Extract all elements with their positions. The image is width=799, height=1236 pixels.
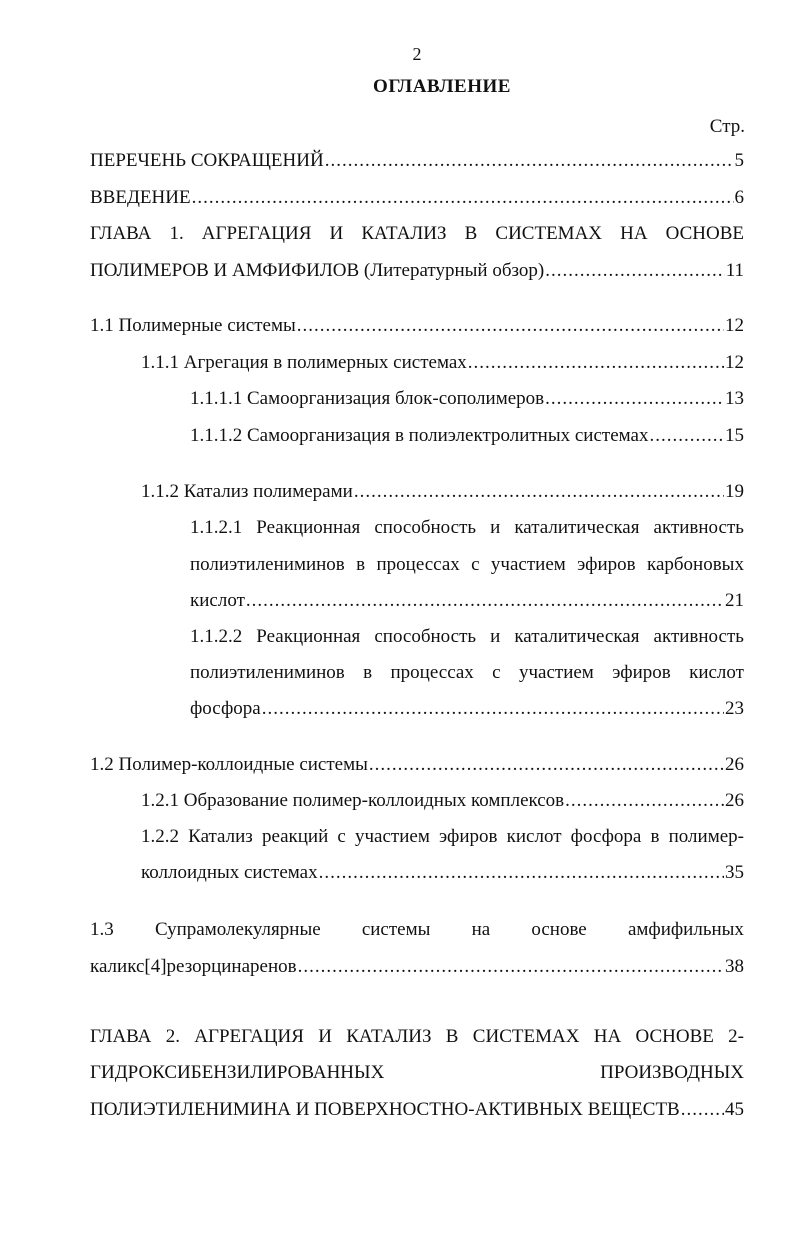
word: 1.3: [90, 919, 114, 940]
toc-entry-title: каликс[4]резорцинаренов: [90, 956, 297, 977]
word: СИСТЕМАХ: [495, 223, 603, 244]
word: процессах: [376, 554, 460, 575]
word: в: [363, 662, 373, 683]
toc-chapter1-line2[interactable]: [90, 259, 744, 283]
word: В: [445, 1026, 459, 1047]
word: с: [471, 554, 480, 575]
toc-entry-page: 38: [725, 956, 744, 977]
page-title: ОГЛАВЛЕНИЕ: [373, 76, 511, 97]
toc-section-1-1-1-2[interactable]: [190, 424, 744, 448]
word: активность: [653, 517, 744, 538]
toc-entry-title: 1.2.1 Образование полимер-коллоидных комплексов: [141, 790, 565, 811]
toc-leader-dots: [681, 1098, 724, 1122]
toc-section-1-2[interactable]: [90, 753, 744, 777]
word: НА: [593, 1026, 622, 1047]
toc-leader-dots: [545, 259, 724, 283]
word: кислот: [689, 662, 744, 683]
toc-leader-dots: [192, 186, 734, 210]
word: полимер-: [668, 826, 744, 847]
toc-section-1-1-1[interactable]: [141, 351, 744, 375]
word: каталитическая: [514, 626, 640, 647]
toc-entry-page: 12: [725, 315, 744, 336]
word: системы: [361, 919, 431, 940]
word: амфифильных: [627, 919, 744, 940]
toc-leader-dots: [298, 955, 724, 979]
word: И: [318, 1026, 332, 1047]
word: КАТАЛИЗ: [346, 1026, 432, 1047]
word: эфиров: [577, 554, 636, 575]
toc-entry-page: 19: [725, 481, 744, 502]
word: КАТАЛИЗ: [361, 223, 447, 244]
toc-entry-page: 23: [725, 698, 744, 719]
toc-leader-dots: [649, 424, 724, 448]
word: полиэтилениминов: [190, 554, 345, 575]
toc-chapter2-line3[interactable]: [90, 1098, 744, 1122]
word: 1.: [169, 223, 184, 244]
word: НА: [620, 223, 648, 244]
toc-entry-page: 12: [725, 352, 744, 373]
toc-entry-page: 15: [725, 425, 744, 446]
toc-section-1-2-2-line1[interactable]: [141, 825, 744, 849]
toc-leader-dots: [565, 789, 724, 813]
word: участием: [355, 826, 430, 847]
word: В: [464, 223, 478, 244]
word: эфиров: [439, 826, 498, 847]
word: активность: [653, 626, 744, 647]
toc-entry-title: ПОЛИЭТИЛЕНИМИНА И ПОВЕРХНОСТНО-АКТИВНЫХ ВЕЩЕСТВ: [90, 1099, 680, 1120]
word: участием: [490, 554, 566, 575]
word: АГРЕГАЦИЯ: [201, 223, 312, 244]
word: СИСТЕМАХ: [472, 1026, 580, 1047]
word: АГРЕГАЦИЯ: [194, 1026, 304, 1047]
word: 1.1.2.2: [190, 626, 243, 647]
word: реакций: [261, 826, 329, 847]
word: способность: [374, 517, 477, 538]
word: ОСНОВЕ: [665, 223, 744, 244]
toc-section-1-2-1[interactable]: [141, 789, 744, 813]
word: Катализ: [188, 826, 253, 847]
word: способность: [374, 626, 477, 647]
word: ГЛАВА: [90, 1026, 152, 1047]
toc-leader-dots: [369, 753, 724, 777]
word: участием: [518, 662, 594, 683]
toc-entry-title: 1.1.2 Катализ полимерами: [141, 481, 353, 502]
page-column-label: Стр.: [709, 116, 745, 137]
toc-entry-page: 11: [725, 260, 744, 281]
word: с: [492, 662, 501, 683]
word: основе: [531, 919, 587, 940]
toc-leader-dots: [246, 589, 724, 613]
toc-section-1-1-2-1-line3[interactable]: [190, 589, 744, 613]
toc-section-1-1-2-2-line1[interactable]: [190, 625, 744, 649]
word: процессах: [390, 662, 474, 683]
toc-section-1-1-1-1[interactable]: [190, 387, 744, 411]
word: 1.1.2.1: [190, 517, 243, 538]
toc-chapter1-line1[interactable]: [90, 222, 744, 246]
page-number: 2: [412, 44, 422, 64]
toc-leader-dots: [262, 697, 724, 721]
toc-section-1-1-2[interactable]: [141, 480, 744, 504]
toc-leader-dots: [297, 314, 724, 338]
toc-entry-title: фосфора: [190, 698, 261, 719]
word: фосфора: [570, 826, 642, 847]
word: в: [356, 554, 366, 575]
word: эфиров: [612, 662, 671, 683]
word: ГИДРОКСИБЕНЗИЛИРОВАННЫХ: [90, 1062, 385, 1083]
toc-section-1-1-2-1-line2[interactable]: [190, 553, 744, 577]
toc-entry-page: 26: [725, 790, 744, 811]
toc-entry-page: 5: [734, 150, 744, 171]
word: 2.: [165, 1026, 180, 1047]
word: с: [337, 826, 346, 847]
word: ОСНОВЕ: [635, 1026, 714, 1047]
word: 1.2.2: [141, 826, 179, 847]
word: в: [650, 826, 660, 847]
word: карбоновых: [647, 554, 744, 575]
word: полиэтилениминов: [190, 662, 345, 683]
word: Реакционная: [256, 626, 361, 647]
toc-chapter2-line2[interactable]: [90, 1061, 744, 1085]
toc-entry-title: 1.1 Полимерные системы: [90, 315, 296, 336]
toc-entry-page: 35: [725, 862, 744, 883]
word: И: [329, 223, 344, 244]
word: на: [471, 919, 491, 940]
toc-chapter2-line1[interactable]: [90, 1025, 744, 1049]
word: Супрамолекулярные: [154, 919, 321, 940]
toc-section-1-1-2-2-line3[interactable]: [190, 697, 744, 721]
word: 2-: [728, 1026, 744, 1047]
word: и: [490, 517, 501, 538]
word: каталитическая: [514, 517, 640, 538]
toc-entry-title: коллоидных системах: [141, 862, 318, 883]
toc-entry-page: 26: [725, 754, 744, 775]
toc-leader-dots: [319, 861, 724, 885]
toc-entry-title: 1.1.1.1 Самоорганизация блок-сополимеров: [190, 388, 545, 409]
toc-entry-title: ПОЛИМЕРОВ И АМФИФИЛОВ (Литературный обзор): [90, 260, 545, 281]
toc-entry-title: 1.1.1.2 Самоорганизация в полиэлектролитных системах: [190, 425, 649, 446]
word: Реакционная: [256, 517, 361, 538]
toc-entry-page: 13: [725, 388, 744, 409]
toc-section-1-3-line2[interactable]: [90, 955, 744, 979]
toc-entry-abbreviations[interactable]: [90, 149, 744, 173]
toc-leader-dots: [468, 351, 724, 375]
toc-leader-dots: [354, 480, 724, 504]
toc-section-1-1-2-1-line1[interactable]: [190, 516, 744, 540]
toc-entry-introduction[interactable]: [90, 186, 744, 210]
word: кислот: [506, 826, 562, 847]
toc-entry-page: 21: [725, 590, 744, 611]
word: и: [490, 626, 501, 647]
toc-leader-dots: [325, 149, 734, 173]
toc-section-1-3-line1[interactable]: [90, 918, 744, 942]
word: ПРОИЗВОДНЫХ: [600, 1062, 744, 1083]
toc-entry-title: 1.1.1 Агрегация в полимерных системах: [141, 352, 467, 373]
toc-entry-title: ВВЕДЕНИЕ: [90, 187, 191, 208]
word: ГЛАВА: [90, 223, 152, 244]
toc-entry-title: 1.2 Полимер-коллоидные системы: [90, 754, 368, 775]
toc-entry-page: 6: [734, 187, 744, 208]
toc-entry-page: 45: [725, 1099, 744, 1120]
toc-entry-title: кислот: [190, 590, 245, 611]
toc-section-1-1-2-2-line2[interactable]: [190, 661, 744, 685]
toc-section-1-1[interactable]: [90, 314, 744, 338]
toc-entry-title: ПЕРЕЧЕНЬ СОКРАЩЕНИЙ: [90, 150, 324, 171]
toc-leader-dots: [545, 387, 724, 411]
toc-section-1-2-2-line2[interactable]: [141, 861, 744, 885]
